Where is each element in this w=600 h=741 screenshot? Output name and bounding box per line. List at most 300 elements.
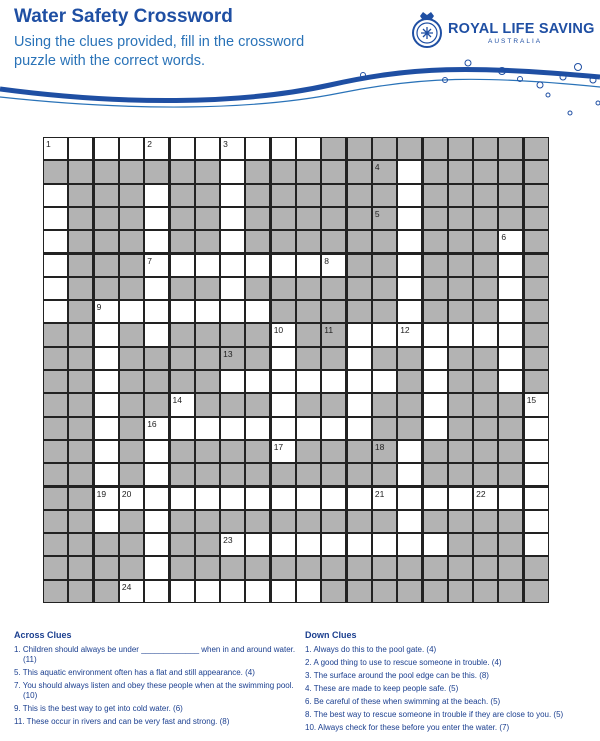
crossword-blank-cell [297, 278, 320, 299]
crossword-cell[interactable] [297, 488, 320, 509]
crossword-blank-cell [44, 581, 67, 602]
clue-number: 13 [223, 348, 233, 359]
crossword-blank-cell [44, 371, 67, 392]
crossword-cell[interactable] [373, 534, 396, 555]
down-clue: 6. Be careful of these when swimming at the beach. (5) [305, 697, 501, 706]
crossword-blank-cell [44, 441, 67, 462]
crossword-cell[interactable] [246, 581, 269, 602]
crossword-blank-cell [171, 534, 194, 555]
crossword-cell[interactable] [424, 534, 447, 555]
crossword-blank-cell [246, 278, 269, 299]
crossword-blank-cell [69, 255, 92, 276]
crossword-blank-cell [474, 301, 497, 322]
crossword-blank-cell [499, 138, 522, 159]
crossword-blank-cell [424, 441, 447, 462]
crossword-cell[interactable] [221, 581, 244, 602]
crossword-cell[interactable] [246, 255, 269, 276]
crossword-cell[interactable] [145, 138, 168, 159]
crossword-cell[interactable] [424, 371, 447, 392]
crossword-cell[interactable] [145, 534, 168, 555]
crossword-cell[interactable] [145, 464, 168, 485]
crossword-cell[interactable] [145, 441, 168, 462]
crossword-blank-cell [373, 348, 396, 369]
crossword-cell[interactable] [44, 278, 67, 299]
crossword-cell[interactable] [95, 394, 118, 415]
crossword-blank-cell [246, 324, 269, 345]
crossword-blank-cell [525, 231, 548, 252]
crossword-blank-cell [322, 208, 345, 229]
crossword-cell[interactable] [297, 534, 320, 555]
crossword-cell[interactable] [196, 488, 219, 509]
crossword-blank-cell [322, 161, 345, 182]
crossword-cell[interactable] [145, 418, 168, 439]
crossword-cell[interactable] [196, 581, 219, 602]
crossword-cell[interactable] [145, 511, 168, 532]
crossword-cell[interactable] [221, 231, 244, 252]
crossword-blank-cell [424, 185, 447, 206]
crossword-blank-cell [373, 161, 396, 182]
crossword-blank-cell [525, 324, 548, 345]
crossword-cell[interactable] [272, 534, 295, 555]
crossword-blank-cell [424, 581, 447, 602]
crossword-cell[interactable] [44, 185, 67, 206]
crossword-blank-cell [246, 394, 269, 415]
crossword-cell[interactable] [398, 534, 421, 555]
crossword-blank-cell [69, 557, 92, 578]
crossword-cell[interactable] [145, 255, 168, 276]
crossword-blank-cell [322, 348, 345, 369]
crossword-cell[interactable] [499, 371, 522, 392]
crossword-blank-cell [424, 208, 447, 229]
crossword-blank-cell [348, 511, 371, 532]
crossword-cell[interactable] [171, 581, 194, 602]
crossword-blank-cell [474, 581, 497, 602]
across-clue: 7. You should always listen and obey these people when at the swimming pool. (10) [14, 681, 294, 700]
crossword-blank-cell [297, 161, 320, 182]
crossword-blank-cell [171, 324, 194, 345]
crossword-cell[interactable] [499, 301, 522, 322]
crossword-cell[interactable] [398, 464, 421, 485]
crossword-cell[interactable] [424, 418, 447, 439]
crossword-cell[interactable] [398, 488, 421, 509]
crossword-blank-cell [69, 231, 92, 252]
crossword-blank-cell [44, 464, 67, 485]
crossword-blank-cell [246, 511, 269, 532]
crossword-cell[interactable] [272, 138, 295, 159]
crossword-cell[interactable] [499, 348, 522, 369]
crossword-blank-cell [196, 371, 219, 392]
crossword-blank-cell [525, 278, 548, 299]
crossword-cell[interactable] [221, 371, 244, 392]
crossword-cell[interactable] [246, 418, 269, 439]
crossword-blank-cell [95, 185, 118, 206]
crossword-cell[interactable] [525, 394, 548, 415]
crossword-cell[interactable] [424, 348, 447, 369]
crossword-cell[interactable] [525, 441, 548, 462]
crossword-cell[interactable] [398, 441, 421, 462]
crossword-blank-cell [322, 464, 345, 485]
crossword-blank-cell [322, 324, 345, 345]
crossword-blank-cell [69, 534, 92, 555]
crossword-cell[interactable] [272, 441, 295, 462]
crossword-cell[interactable] [348, 488, 371, 509]
crossword-blank-cell [449, 371, 472, 392]
crossword-blank-cell [120, 208, 143, 229]
crossword-blank-cell [246, 464, 269, 485]
crossword-cell[interactable] [95, 441, 118, 462]
crossword-cell[interactable] [525, 418, 548, 439]
crossword-cell[interactable] [322, 534, 345, 555]
crossword-cell[interactable] [297, 255, 320, 276]
crossword-cell[interactable] [196, 301, 219, 322]
crossword-cell[interactable] [171, 255, 194, 276]
crossword-cell[interactable] [145, 231, 168, 252]
across-clue: 9. This is the best way to get into cold water. (6) [14, 704, 183, 713]
crossword-blank-cell [525, 138, 548, 159]
crossword-blank-cell [69, 394, 92, 415]
crossword-cell[interactable] [145, 208, 168, 229]
crossword-blank-cell [449, 301, 472, 322]
crossword-blank-cell [373, 581, 396, 602]
crossword-cell[interactable] [499, 278, 522, 299]
crossword-cell[interactable] [398, 231, 421, 252]
crossword-blank-cell [449, 581, 472, 602]
crossword-blank-cell [449, 511, 472, 532]
crossword-blank-cell [322, 394, 345, 415]
crossword-blank-cell [373, 185, 396, 206]
crossword-cell[interactable] [348, 371, 371, 392]
crossword-cell[interactable] [44, 138, 67, 159]
crossword-cell[interactable] [171, 418, 194, 439]
crossword-cell[interactable] [272, 488, 295, 509]
crossword-cell[interactable] [474, 324, 497, 345]
header-wave [0, 55, 600, 125]
crossword-blank-cell [474, 278, 497, 299]
crossword-cell[interactable] [272, 394, 295, 415]
crossword-cell[interactable] [322, 418, 345, 439]
crossword-blank-cell [449, 394, 472, 415]
crossword-blank-cell [272, 231, 295, 252]
crossword-blank-cell [120, 511, 143, 532]
crossword-blank-cell [373, 394, 396, 415]
crossword-cell[interactable] [373, 488, 396, 509]
crossword-blank-cell [373, 464, 396, 485]
crossword-cell[interactable] [145, 581, 168, 602]
crossword-blank-cell [449, 534, 472, 555]
crossword-blank-cell [449, 231, 472, 252]
across-clue: 1. Children should always be under _____________ when in and around water. (11) [14, 645, 296, 664]
crossword-cell[interactable] [44, 208, 67, 229]
crossword-cell[interactable] [44, 301, 67, 322]
crossword-cell[interactable] [196, 255, 219, 276]
crossword-blank-cell [272, 185, 295, 206]
crossword-cell[interactable] [171, 488, 194, 509]
crossword-cell[interactable] [398, 161, 421, 182]
crossword-cell[interactable] [272, 348, 295, 369]
crossword-blank-cell [322, 231, 345, 252]
crossword-blank-cell [525, 581, 548, 602]
crossword-cell[interactable] [398, 255, 421, 276]
clue-number: 7 [147, 255, 152, 266]
crossword-cell[interactable] [120, 488, 143, 509]
crossword-blank-cell [44, 534, 67, 555]
crossword-blank-cell [525, 161, 548, 182]
crossword-cell[interactable] [221, 138, 244, 159]
crossword-blank-cell [95, 231, 118, 252]
crossword-blank-cell [69, 185, 92, 206]
crossword-blank-cell [120, 418, 143, 439]
crossword-cell[interactable] [221, 255, 244, 276]
crossword-blank-cell [44, 418, 67, 439]
crossword-blank-cell [499, 208, 522, 229]
crossword-cell[interactable] [145, 557, 168, 578]
crossword-cell[interactable] [424, 488, 447, 509]
crossword-cell[interactable] [297, 418, 320, 439]
crossword-cell[interactable] [398, 301, 421, 322]
crossword-blank-cell [145, 348, 168, 369]
crossword-cell[interactable] [272, 371, 295, 392]
crossword-cell[interactable] [322, 488, 345, 509]
crossword-cell[interactable] [272, 324, 295, 345]
crossword-blank-cell [474, 371, 497, 392]
crossword-cell[interactable] [525, 511, 548, 532]
crossword-cell[interactable] [348, 394, 371, 415]
crossword-cell[interactable] [221, 301, 244, 322]
crossword-blank-cell [69, 278, 92, 299]
crossword-blank-cell [348, 557, 371, 578]
crossword-blank-cell [95, 208, 118, 229]
clue-number: 18 [374, 441, 385, 452]
crossword-cell[interactable] [221, 488, 244, 509]
crossword-cell[interactable] [246, 534, 269, 555]
crossword-cell[interactable] [424, 324, 447, 345]
crossword-blank-cell [322, 441, 345, 462]
clue-number: 14 [172, 395, 182, 406]
crossword-cell[interactable] [322, 255, 345, 276]
crossword-cell[interactable] [221, 208, 244, 229]
crossword-cell[interactable] [95, 488, 118, 509]
crossword-blank-cell [474, 394, 497, 415]
crossword-blank-cell [449, 464, 472, 485]
crossword-cell[interactable] [272, 581, 295, 602]
crossword-blank-cell [69, 324, 92, 345]
crossword-blank-cell [120, 255, 143, 276]
crossword-blank-cell [221, 557, 244, 578]
crossword-cell[interactable] [221, 185, 244, 206]
crossword-cell[interactable] [171, 394, 194, 415]
crossword-cell[interactable] [196, 138, 219, 159]
crossword-blank-cell [95, 255, 118, 276]
crossword-cell[interactable] [398, 278, 421, 299]
crossword-blank-cell [171, 557, 194, 578]
crossword-blank-cell [499, 511, 522, 532]
crossword-cell[interactable] [221, 161, 244, 182]
crossword-cell[interactable] [145, 278, 168, 299]
crossword-cell[interactable] [145, 185, 168, 206]
logo-subtitle: AUSTRALIA [488, 38, 543, 45]
crossword-cell[interactable] [95, 348, 118, 369]
crossword-blank-cell [95, 557, 118, 578]
clue-number: 2 [147, 139, 152, 149]
crossword-cell[interactable] [171, 138, 194, 159]
crossword-blank-cell [196, 208, 219, 229]
crossword-blank-cell [171, 464, 194, 485]
crossword-blank-cell [474, 208, 497, 229]
crossword-cell[interactable] [221, 418, 244, 439]
crossword-blank-cell [525, 557, 548, 578]
crossword-cell[interactable] [272, 255, 295, 276]
crossword-cell[interactable] [246, 138, 269, 159]
crossword-cell[interactable] [44, 231, 67, 252]
clue-number: 20 [121, 488, 132, 499]
crossword-blank-cell [348, 464, 371, 485]
crossword-blank-cell [348, 255, 371, 276]
crossword-cell[interactable] [499, 324, 522, 345]
crossword-cell[interactable] [398, 511, 421, 532]
crossword-cell[interactable] [373, 371, 396, 392]
crossword-cell[interactable] [145, 324, 168, 345]
crossword-blank-cell [95, 581, 118, 602]
page-subtitle: Using the clues provided, fill in the crossword puzzle with the correct words. [14, 34, 305, 69]
crossword-blank-cell [246, 557, 269, 578]
clue-number: 16 [147, 418, 157, 429]
crossword-blank-cell [474, 418, 497, 439]
crossword-cell[interactable] [95, 511, 118, 532]
crossword-blank-cell [424, 231, 447, 252]
crossword-blank-cell [322, 557, 345, 578]
crossword-blank-cell [398, 394, 421, 415]
crossword-cell[interactable] [449, 324, 472, 345]
crossword-blank-cell [196, 511, 219, 532]
crossword-blank-cell [525, 348, 548, 369]
crossword-cell[interactable] [171, 301, 194, 322]
crossword-blank-cell [272, 278, 295, 299]
crossword-cell[interactable] [398, 324, 421, 345]
crossword-cell[interactable] [120, 138, 143, 159]
crossword-blank-cell [348, 161, 371, 182]
clue-number: 5 [374, 208, 380, 219]
crossword-blank-cell [221, 348, 244, 369]
crossword-blank-cell [196, 324, 219, 345]
crossword-cell[interactable] [297, 581, 320, 602]
crossword-blank-cell [120, 278, 143, 299]
crossword-cell[interactable] [221, 278, 244, 299]
crossword-cell[interactable] [297, 138, 320, 159]
crossword-blank-cell [525, 301, 548, 322]
crossword-cell[interactable] [348, 324, 371, 345]
crossword-blank-cell [322, 511, 345, 532]
crossword-blank-cell [297, 301, 320, 322]
crossword-cell[interactable] [221, 534, 244, 555]
crossword-cell[interactable] [525, 488, 548, 509]
crossword-blank-cell [449, 161, 472, 182]
crossword-blank-cell [171, 441, 194, 462]
down-clue: 10. Always check for these before you enter the water. (7) [305, 723, 510, 732]
crossword-cell[interactable] [272, 418, 295, 439]
crossword-cell[interactable] [398, 208, 421, 229]
crossword-blank-cell [120, 394, 143, 415]
crossword-blank-cell [373, 441, 396, 462]
crossword-cell[interactable] [120, 581, 143, 602]
royal-life-saving-logo [410, 10, 595, 50]
crossword-cell[interactable] [246, 371, 269, 392]
crossword-cell[interactable] [95, 371, 118, 392]
crossword-blank-cell [424, 464, 447, 485]
crossword-blank-cell [373, 208, 396, 229]
crossword-cell[interactable] [449, 488, 472, 509]
crossword-cell[interactable] [373, 324, 396, 345]
crossword-cell[interactable] [474, 488, 497, 509]
crossword-cell[interactable] [95, 464, 118, 485]
crossword-blank-cell [120, 324, 143, 345]
crossword-cell[interactable] [95, 418, 118, 439]
crossword-blank-cell [171, 511, 194, 532]
crossword-blank-cell [69, 348, 92, 369]
crossword-cell[interactable] [44, 255, 67, 276]
clue-number: 24 [121, 581, 132, 592]
crossword-cell[interactable] [525, 534, 548, 555]
crossword-blank-cell [246, 348, 269, 369]
crossword-blank-cell [44, 511, 67, 532]
crossword-cell[interactable] [95, 301, 118, 322]
crossword-cell[interactable] [120, 301, 143, 322]
crossword-blank-cell [474, 464, 497, 485]
crossword-blank-cell [297, 557, 320, 578]
crossword-blank-cell [221, 441, 244, 462]
crossword-cell[interactable] [69, 138, 92, 159]
crossword-cell[interactable] [246, 488, 269, 509]
crossword-cell[interactable] [499, 231, 522, 252]
crossword-blank-cell [474, 231, 497, 252]
crossword-blank-cell [120, 185, 143, 206]
clue-number: 1 [46, 139, 51, 149]
crossword-blank-cell [499, 394, 522, 415]
crossword-blank-cell [499, 464, 522, 485]
crossword-cell[interactable] [499, 255, 522, 276]
crossword-blank-cell [449, 185, 472, 206]
down-clue: 3. The surface around the pool edge can be this. (8) [305, 671, 489, 680]
crossword-blank-cell [95, 534, 118, 555]
crossword-cell[interactable] [398, 185, 421, 206]
crossword-cell[interactable] [246, 301, 269, 322]
crossword-cell[interactable] [322, 371, 345, 392]
crossword-cell[interactable] [297, 371, 320, 392]
crossword-cell[interactable] [348, 418, 371, 439]
crossword-blank-cell [145, 371, 168, 392]
crossword-blank-cell [373, 301, 396, 322]
crossword-cell[interactable] [95, 324, 118, 345]
crossword-blank-cell [424, 557, 447, 578]
crossword-blank-cell [449, 138, 472, 159]
crossword-cell[interactable] [424, 394, 447, 415]
crossword-cell[interactable] [348, 348, 371, 369]
crossword-cell[interactable] [525, 464, 548, 485]
crossword-cell[interactable] [196, 418, 219, 439]
across-clues-list [14, 645, 299, 730]
crossword-blank-cell [474, 511, 497, 532]
crossword-cell[interactable] [348, 534, 371, 555]
crossword-cell[interactable] [95, 138, 118, 159]
crossword-cell[interactable] [499, 488, 522, 509]
crossword-blank-cell [424, 301, 447, 322]
crossword-blank-cell [525, 185, 548, 206]
crossword-blank-cell [474, 441, 497, 462]
crossword-blank-cell [297, 231, 320, 252]
crossword-cell[interactable] [145, 488, 168, 509]
crossword-blank-cell [348, 208, 371, 229]
crossword-blank-cell [474, 138, 497, 159]
crossword-cell[interactable] [145, 301, 168, 322]
